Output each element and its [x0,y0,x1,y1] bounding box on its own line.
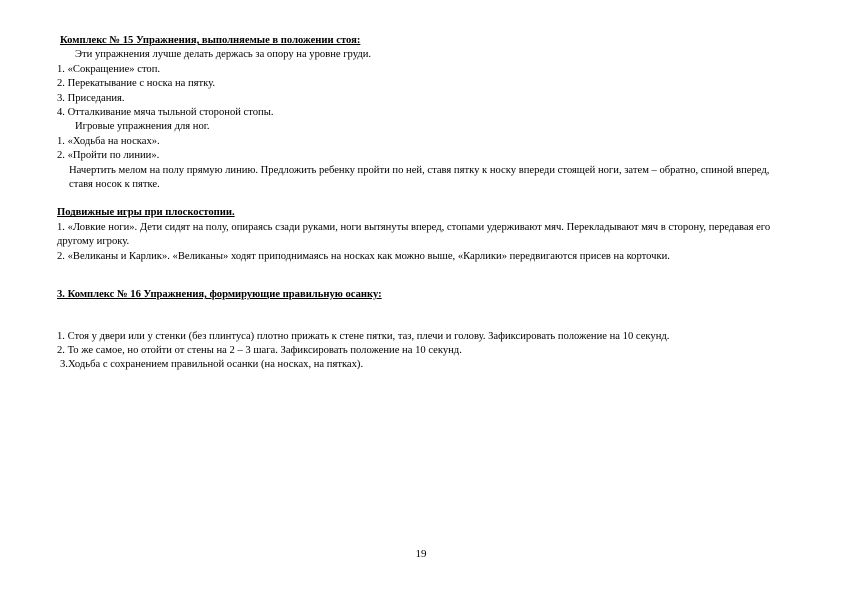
list-item: 2. То же самое, но отойти от стены на 2 – 3 шага. Зафиксировать положение на 10 секунд. [57,344,462,356]
list-item: 3. Приседания. [57,92,125,104]
list-item: 4. Отталкивание мяча тыльной стороной стопы. [57,107,274,119]
page-number: 19 [415,548,427,560]
list-item: 2. «Пройти по линии». [57,150,160,162]
spacer [57,303,792,330]
spacer [57,264,792,288]
list-item: 1. «Ловкие ноги». Дети сидят на полу, опираясь сзади руками, ноги вытянуты вперед, стопами удерживают мяч. Перекладывают мяч в сторону, передавая его другому игроку. [57,221,771,248]
games-intro: Игровые упражнения для ног. [75,121,210,133]
list-item: 2. Перекатывание с носка на пятку. [57,78,216,90]
list-item: 1. «Сокращение» стоп. [57,63,161,75]
section-intro: Эти упражнения лучше делать держась за опору на уровне груди. [75,49,372,61]
section-title-complex-16: 3. Комплекс № 16 Упражнения, формирующие правильную осанку: [57,289,382,301]
list-item: 2. «Великаны и Карлик». «Великаны» ходят приподнимаясь на носках как можно выше, «Карлики» передвигаются присев на корточки. [57,250,670,262]
list-item: 1. «Ходьба на носках». [57,135,160,147]
section-title-outdoor-games: Подвижные игры при плоскостопии. [57,207,235,219]
paragraph-description: Начертить мелом на полу прямую линию. Предложить ребенку пройти по ней, ставя пятку к носку впереди стоящей ноги, затем – обратно, спиной вперед, ставя носок к пятке. [69,164,770,191]
page-content [57,34,792,373]
spacer [57,192,792,206]
section-title-complex-15: Комплекс № 15 Упражнения, выполняемые в положении стоя: [60,35,361,46]
list-item: 1. Стоя у двери или у стенки (без плинтуса) плотно прижать к стене пятки, таз, плечи и голову. Зафиксировать положение на 10 секунд. [57,330,670,342]
list-item: 3.Ходьба с сохранением правильной осанки (на носках, на пятках). [60,359,364,371]
